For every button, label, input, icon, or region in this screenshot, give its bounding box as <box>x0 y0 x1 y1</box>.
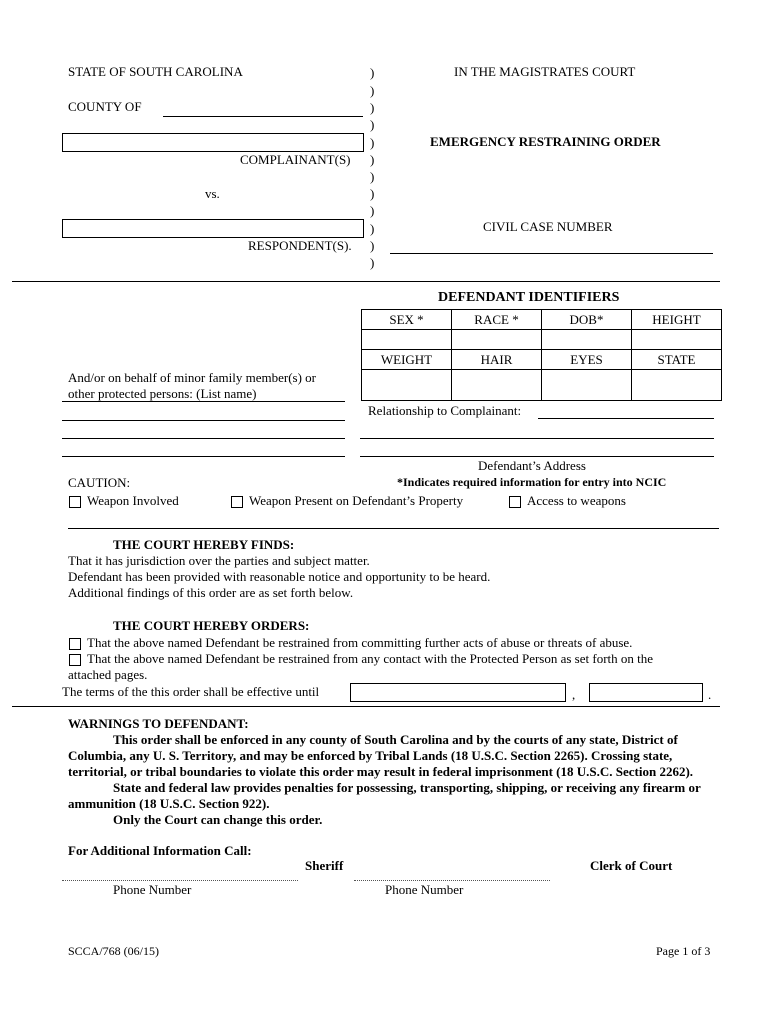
minor-line-1[interactable] <box>62 401 345 402</box>
state-header: STATE <box>632 350 722 370</box>
county-line[interactable] <box>163 116 363 117</box>
identifiers-title: DEFENDANT IDENTIFIERS <box>438 290 620 305</box>
county-label: COUNTY OF <box>68 99 142 114</box>
finds-line-3: Additional findings of this order are as set forth below. <box>68 585 354 600</box>
relationship-line[interactable] <box>538 418 714 419</box>
paren: ) <box>370 135 375 150</box>
address-line-2[interactable] <box>360 456 714 457</box>
order-1-checkbox[interactable] <box>69 638 81 650</box>
court-label: IN THE MAGISTRATES COURT <box>454 64 636 79</box>
order-1-text: That the above named Defendant be restrained from committing further acts of abuse or threats of abuse. <box>87 635 633 650</box>
effective-label: The terms of the this order shall be effective until <box>62 684 320 699</box>
respondents-label: RESPONDENT(S). <box>248 238 352 253</box>
minor-label-2: other protected persons: (List name) <box>68 386 257 401</box>
race-header: RACE * <box>452 310 542 330</box>
weight-cell[interactable] <box>362 370 452 401</box>
weight-header: WEIGHT <box>362 350 452 370</box>
eyes-cell[interactable] <box>542 370 632 401</box>
identifiers-table <box>361 309 722 401</box>
caution-label: CAUTION: <box>68 475 131 490</box>
respondent-field[interactable] <box>62 219 364 238</box>
sheriff-label: Sheriff <box>305 858 344 873</box>
dob-header: DOB* <box>542 310 632 330</box>
order-title: EMERGENCY RESTRAINING ORDER <box>430 134 661 149</box>
weapon-involved-checkbox[interactable] <box>69 496 81 508</box>
divider <box>12 281 720 282</box>
clerk-label: Clerk of Court <box>590 858 673 873</box>
paren: ) <box>370 255 375 270</box>
state-cell[interactable] <box>632 370 722 401</box>
minor-line-2[interactable] <box>62 420 345 421</box>
paren: ) <box>370 221 375 236</box>
civil-case-label: CIVIL CASE NUMBER <box>483 219 613 234</box>
address-label: Defendant’s Address <box>478 458 586 473</box>
eyes-header: EYES <box>542 350 632 370</box>
complainants-label: COMPLAINANT(S) <box>240 152 351 167</box>
paren: ) <box>370 117 375 132</box>
warnings-p3: Only the Court can change this order. <box>113 812 323 827</box>
ncic-note: *Indicates required information for entry into NCIC <box>397 475 667 489</box>
sheriff-phone-label: Phone Number <box>113 882 192 897</box>
warnings-p2-a: State and federal law provides penalties for possessing, transporting, shipping, or receiving any firearm or <box>113 780 701 795</box>
address-line-1[interactable] <box>360 438 714 439</box>
effective-year-field[interactable] <box>589 683 703 702</box>
weapon-involved-label: Weapon Involved <box>87 493 179 508</box>
order-2-text-cont: attached pages. <box>68 667 148 682</box>
minor-line-3[interactable] <box>62 438 345 439</box>
sheriff-phone-line[interactable] <box>62 880 298 881</box>
sex-cell[interactable] <box>362 330 452 350</box>
race-cell[interactable] <box>452 330 542 350</box>
dob-cell[interactable] <box>542 330 632 350</box>
relationship-label: Relationship to Complainant: <box>368 403 522 418</box>
hair-cell[interactable] <box>452 370 542 401</box>
hair-header: HAIR <box>452 350 542 370</box>
height-cell[interactable] <box>632 330 722 350</box>
orders-heading: THE COURT HEREBY ORDERS: <box>113 618 310 633</box>
sex-header: SEX * <box>362 310 452 330</box>
minor-label-1: And/or on behalf of minor family member(s) or <box>68 370 317 385</box>
paren: ) <box>370 83 375 98</box>
divider <box>68 528 719 529</box>
warnings-p1-a: This order shall be enforced in any county of South Carolina and by the courts of any state, District of <box>113 732 678 747</box>
clerk-phone-label: Phone Number <box>385 882 464 897</box>
warnings-p1-b: Columbia, any U. S. Territory, and may be enforced by Tribal Lands (18 U.S.C. Section 2265). Crossing state, <box>68 748 673 763</box>
paren: ) <box>370 203 375 218</box>
paren: ) <box>370 169 375 184</box>
page-number: Page 1 of 3 <box>656 944 711 958</box>
weapon-present-checkbox[interactable] <box>231 496 243 508</box>
clerk-phone-line[interactable] <box>354 880 550 881</box>
paren: ) <box>370 186 375 201</box>
period: . <box>708 687 712 702</box>
warnings-heading: WARNINGS TO DEFENDANT: <box>68 716 249 731</box>
weapon-present-label: Weapon Present on Defendant’s Property <box>249 493 464 508</box>
paren: ) <box>370 65 375 80</box>
effective-date-field[interactable] <box>350 683 566 702</box>
order-2-text: That the above named Defendant be restrained from any contact with the Protected Person as set forth on the <box>87 651 654 666</box>
divider <box>12 706 720 707</box>
access-weapons-label: Access to weapons <box>527 493 626 508</box>
order-2-checkbox[interactable] <box>69 654 81 666</box>
minor-line-4[interactable] <box>62 456 345 457</box>
complainant-field[interactable] <box>62 133 364 152</box>
warnings-p2-b: ammunition (18 U.S.C. Section 922). <box>68 796 270 811</box>
paren: ) <box>370 152 375 167</box>
state-label: STATE OF SOUTH CAROLINA <box>68 64 243 79</box>
form-id: SCCA/768 (06/15) <box>68 944 160 958</box>
finds-line-2: Defendant has been provided with reasonable notice and opportunity to be heard. <box>68 569 491 584</box>
civil-case-line[interactable] <box>390 253 713 254</box>
contact-heading: For Additional Information Call: <box>68 843 252 858</box>
finds-line-1: That it has jurisdiction over the parties and subject matter. <box>68 553 370 568</box>
height-header: HEIGHT <box>632 310 722 330</box>
access-weapons-checkbox[interactable] <box>509 496 521 508</box>
paren: ) <box>370 100 375 115</box>
comma: , <box>572 687 576 702</box>
vs-label: vs. <box>205 186 220 201</box>
finds-heading: THE COURT HEREBY FINDS: <box>113 537 295 552</box>
paren: ) <box>370 238 375 253</box>
warnings-p1-c: territorial, or tribal boundaries to violate this order may result in federal imprisonment (18 U.S.C. Section 2262). <box>68 764 694 779</box>
